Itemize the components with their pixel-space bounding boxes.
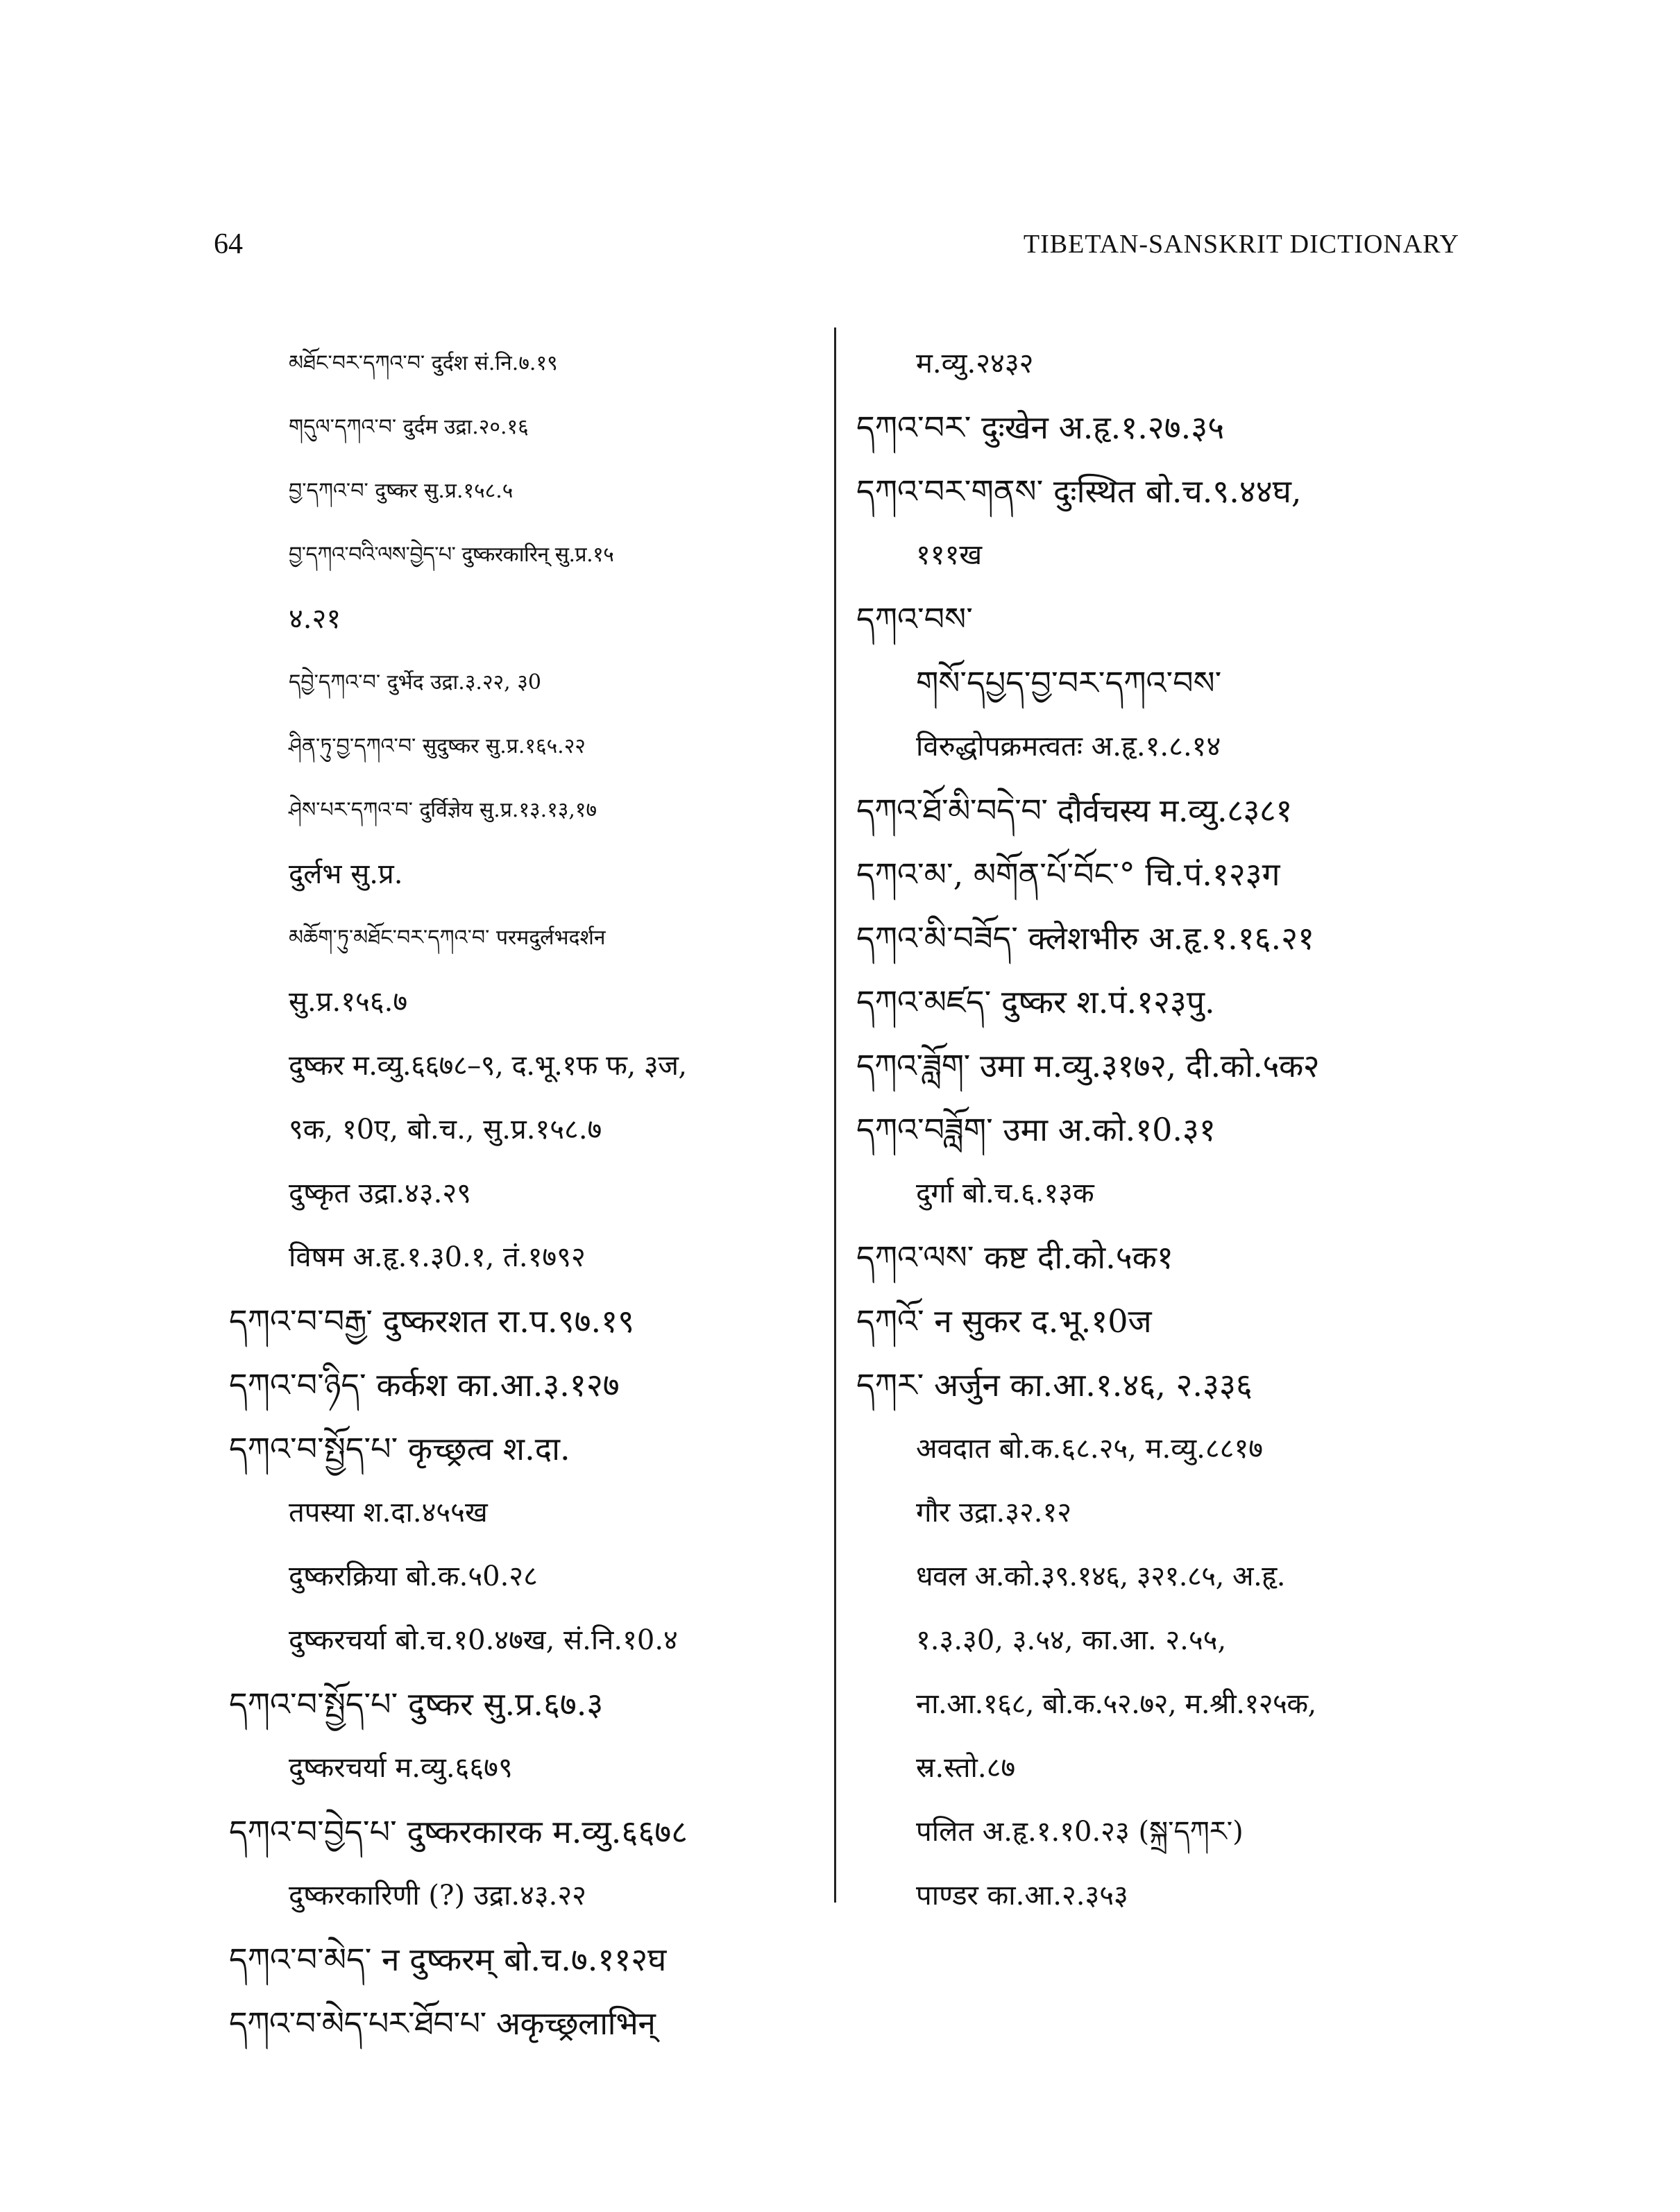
- dictionary-line: पलित अ.हृ.१.१0.२३ (སྐྲ་དཀར་): [916, 1816, 1244, 1848]
- dictionary-line: དཀའ་བ་བྱེད་པ་ दुष्करकारक म.व्यु.६६७८: [229, 1813, 688, 1851]
- dictionary-line: དཀར་ अर्जुन का.आ.१.४६, २.३३६: [856, 1366, 1253, 1404]
- dictionary-line: དཀའོ་ न सुकर द.भू.१0ज: [856, 1302, 1152, 1340]
- dictionary-line: དཀའ་མཛད་ दुष्कर श.पं.१२३पु.: [856, 983, 1215, 1021]
- dictionary-line: དཀའ་བ་མེད་པར་ཐོབ་པ་ अकृच्छ्रलाभिन्: [229, 2005, 656, 2042]
- dictionary-line: དཀའ་བ་སྤྱོད་པ་ कृच्छ्रत्व श.दा.: [229, 1430, 570, 1467]
- dictionary-line: བྱ་དཀའ་བའི་ལས་བྱེད་པ་ दुष्करकारिन् सु.प्र.१५: [289, 543, 614, 567]
- dictionary-line: གདུལ་དཀའ་བ་ दुर्दम उद्रा.२०.१६: [289, 415, 529, 439]
- dictionary-line: १११ख: [916, 539, 983, 571]
- dictionary-line: གསོ་དཔྱད་བྱ་བར་དཀའ་བས་: [916, 664, 1222, 701]
- right-column: [856, 332, 1467, 1914]
- dictionary-line: དཀའ་ལས་ कष्ट दी.को.५क१: [856, 1239, 1173, 1276]
- dictionary-line: अवदात बो.क.६८.२५, म.व्यु.८८१७: [916, 1433, 1264, 1465]
- dictionary-line: गौर उद्रा.३२.१२: [916, 1497, 1072, 1529]
- page-number: 64: [214, 228, 243, 260]
- dictionary-line: ཤིན་ཏུ་བྱ་དཀའ་བ་ सुदुष्कर सु.प्र.१६५.२२: [289, 734, 586, 758]
- dictionary-line: ४.२१: [289, 603, 341, 635]
- dictionary-line: दुष्करकारिणी (?) उद्रा.४३.२२: [289, 1880, 586, 1912]
- dictionary-line: དཀའ་བ་ཉིད་ कर्कश का.आ.३.१२७: [229, 1366, 620, 1404]
- dictionary-line: तपस्या श.दा.४५५ख: [289, 1497, 488, 1529]
- running-title: TIBETAN-SANSKRIT DICTIONARY: [1023, 230, 1459, 259]
- dictionary-line: དཀའ་བ་བརྒྱ་ दुष्करशत रा.प.९७.१९: [229, 1302, 634, 1340]
- dictionary-line: དཀའ་བ་མེད་ न दुष्करम् बो.च.७.११२घ: [229, 1941, 667, 1978]
- dictionary-line: དཀའ་བས་: [856, 600, 973, 638]
- dictionary-line: དབྱེ་དཀའ་བ་ दुर्भेद उद्रा.३.२२, ३0: [289, 670, 541, 695]
- dictionary-line: दुष्कृत उद्रा.४३.२९: [289, 1177, 471, 1209]
- dictionary-line: དཀའ་མི་བཟོད་ क्लेशभीरु अ.हृ.१.१६.२१: [856, 919, 1315, 957]
- dictionary-line: म.व्यु.२४३२: [916, 348, 1034, 380]
- dictionary-line: དཀའ་ཐོ་མི་བདེ་བ་ दौर्वचस्य म.व्यु.८३८१: [856, 792, 1292, 829]
- dictionary-line: दुष्कर म.व्यु.६६७८–९, द.भू.१फ फ, ३ज,: [289, 1050, 687, 1082]
- dictionary-line: དཀའ་བཟློག་ उमा अ.को.१0.३१: [856, 1111, 1216, 1148]
- dictionary-line: ཤེས་པར་དཀའ་བ་ दुर्विज्ञेय सु.प्र.१३.१३,१७: [289, 798, 597, 822]
- column-divider: [834, 327, 836, 1903]
- dictionary-line: ९क, १0ए, बो.च., सु.प्र.१५८.७: [289, 1114, 602, 1146]
- dictionary-line: दुष्करक्रिया बो.क.५0.२८: [289, 1560, 538, 1592]
- dictionary-line: सु.प्र.१५६.७: [289, 986, 408, 1018]
- dictionary-line: पाण्डर का.आ.२.३५३: [916, 1880, 1128, 1912]
- dictionary-line: དཀའ་ཟློག་ उमा म.व्यु.३१७२, दी.को.५क२: [856, 1047, 1320, 1084]
- dictionary-line: དཀའ་བར་གནས་ दुःस्थित बो.च.९.४४घ,: [856, 473, 1302, 510]
- dictionary-line: दुष्करचर्या बो.च.१0.४७ख, सं.नि.१0.४: [289, 1624, 678, 1656]
- dictionary-line: विषम अ.हृ.१.३0.१, तं.१७९२: [289, 1241, 586, 1273]
- dictionary-line: १.३.३0, ३.५४, का.आ. २.५५,: [916, 1624, 1227, 1656]
- dictionary-line: स्र.स्तो.८७: [916, 1752, 1016, 1784]
- dictionary-line: ना.आ.१६८, बो.क.५२.७२, म.श्री.१२५क,: [916, 1688, 1316, 1720]
- dictionary-line: विरुद्धोपक्रमत्वतः अ.हृ.१.८.१४: [916, 731, 1221, 763]
- dictionary-line: བྱ་དཀའ་བ་ दुष्कर सु.प्र.१५८.५: [289, 479, 514, 503]
- left-column: [229, 332, 819, 2042]
- dictionary-line: धवल अ.को.३९.१४६, ३२१.८५, अ.हृ.: [916, 1560, 1286, 1592]
- dictionary-line: དཀའ་མ་, མགོན་པོ་བོང་° चि.पं.१२३ग: [856, 856, 1280, 893]
- dictionary-line: དཀའ་བ་སྤྱོད་པ་ दुष्कर सु.प्र.६७.३: [229, 1685, 604, 1723]
- dictionary-line: दुर्गा बो.च.६.१३क: [916, 1177, 1094, 1209]
- dictionary-line: दुर्लभ सु.प्र.: [289, 858, 403, 890]
- page-header: [0, 223, 1680, 265]
- dictionary-line: མཐོང་བར་དཀའ་བ་ दुर्दश सं.नि.७.१९: [289, 351, 558, 375]
- dictionary-line: དཀའ་བར་ दुःखेन अ.हृ.१.२७.३५: [856, 409, 1225, 446]
- dictionary-line: མཆོག་ཏུ་མཐོང་བར་དཀའ་བ་ परमदुर्लभदर्शन: [289, 926, 606, 950]
- dictionary-line: दुष्करचर्या म.व्यु.६६७९: [289, 1752, 513, 1784]
